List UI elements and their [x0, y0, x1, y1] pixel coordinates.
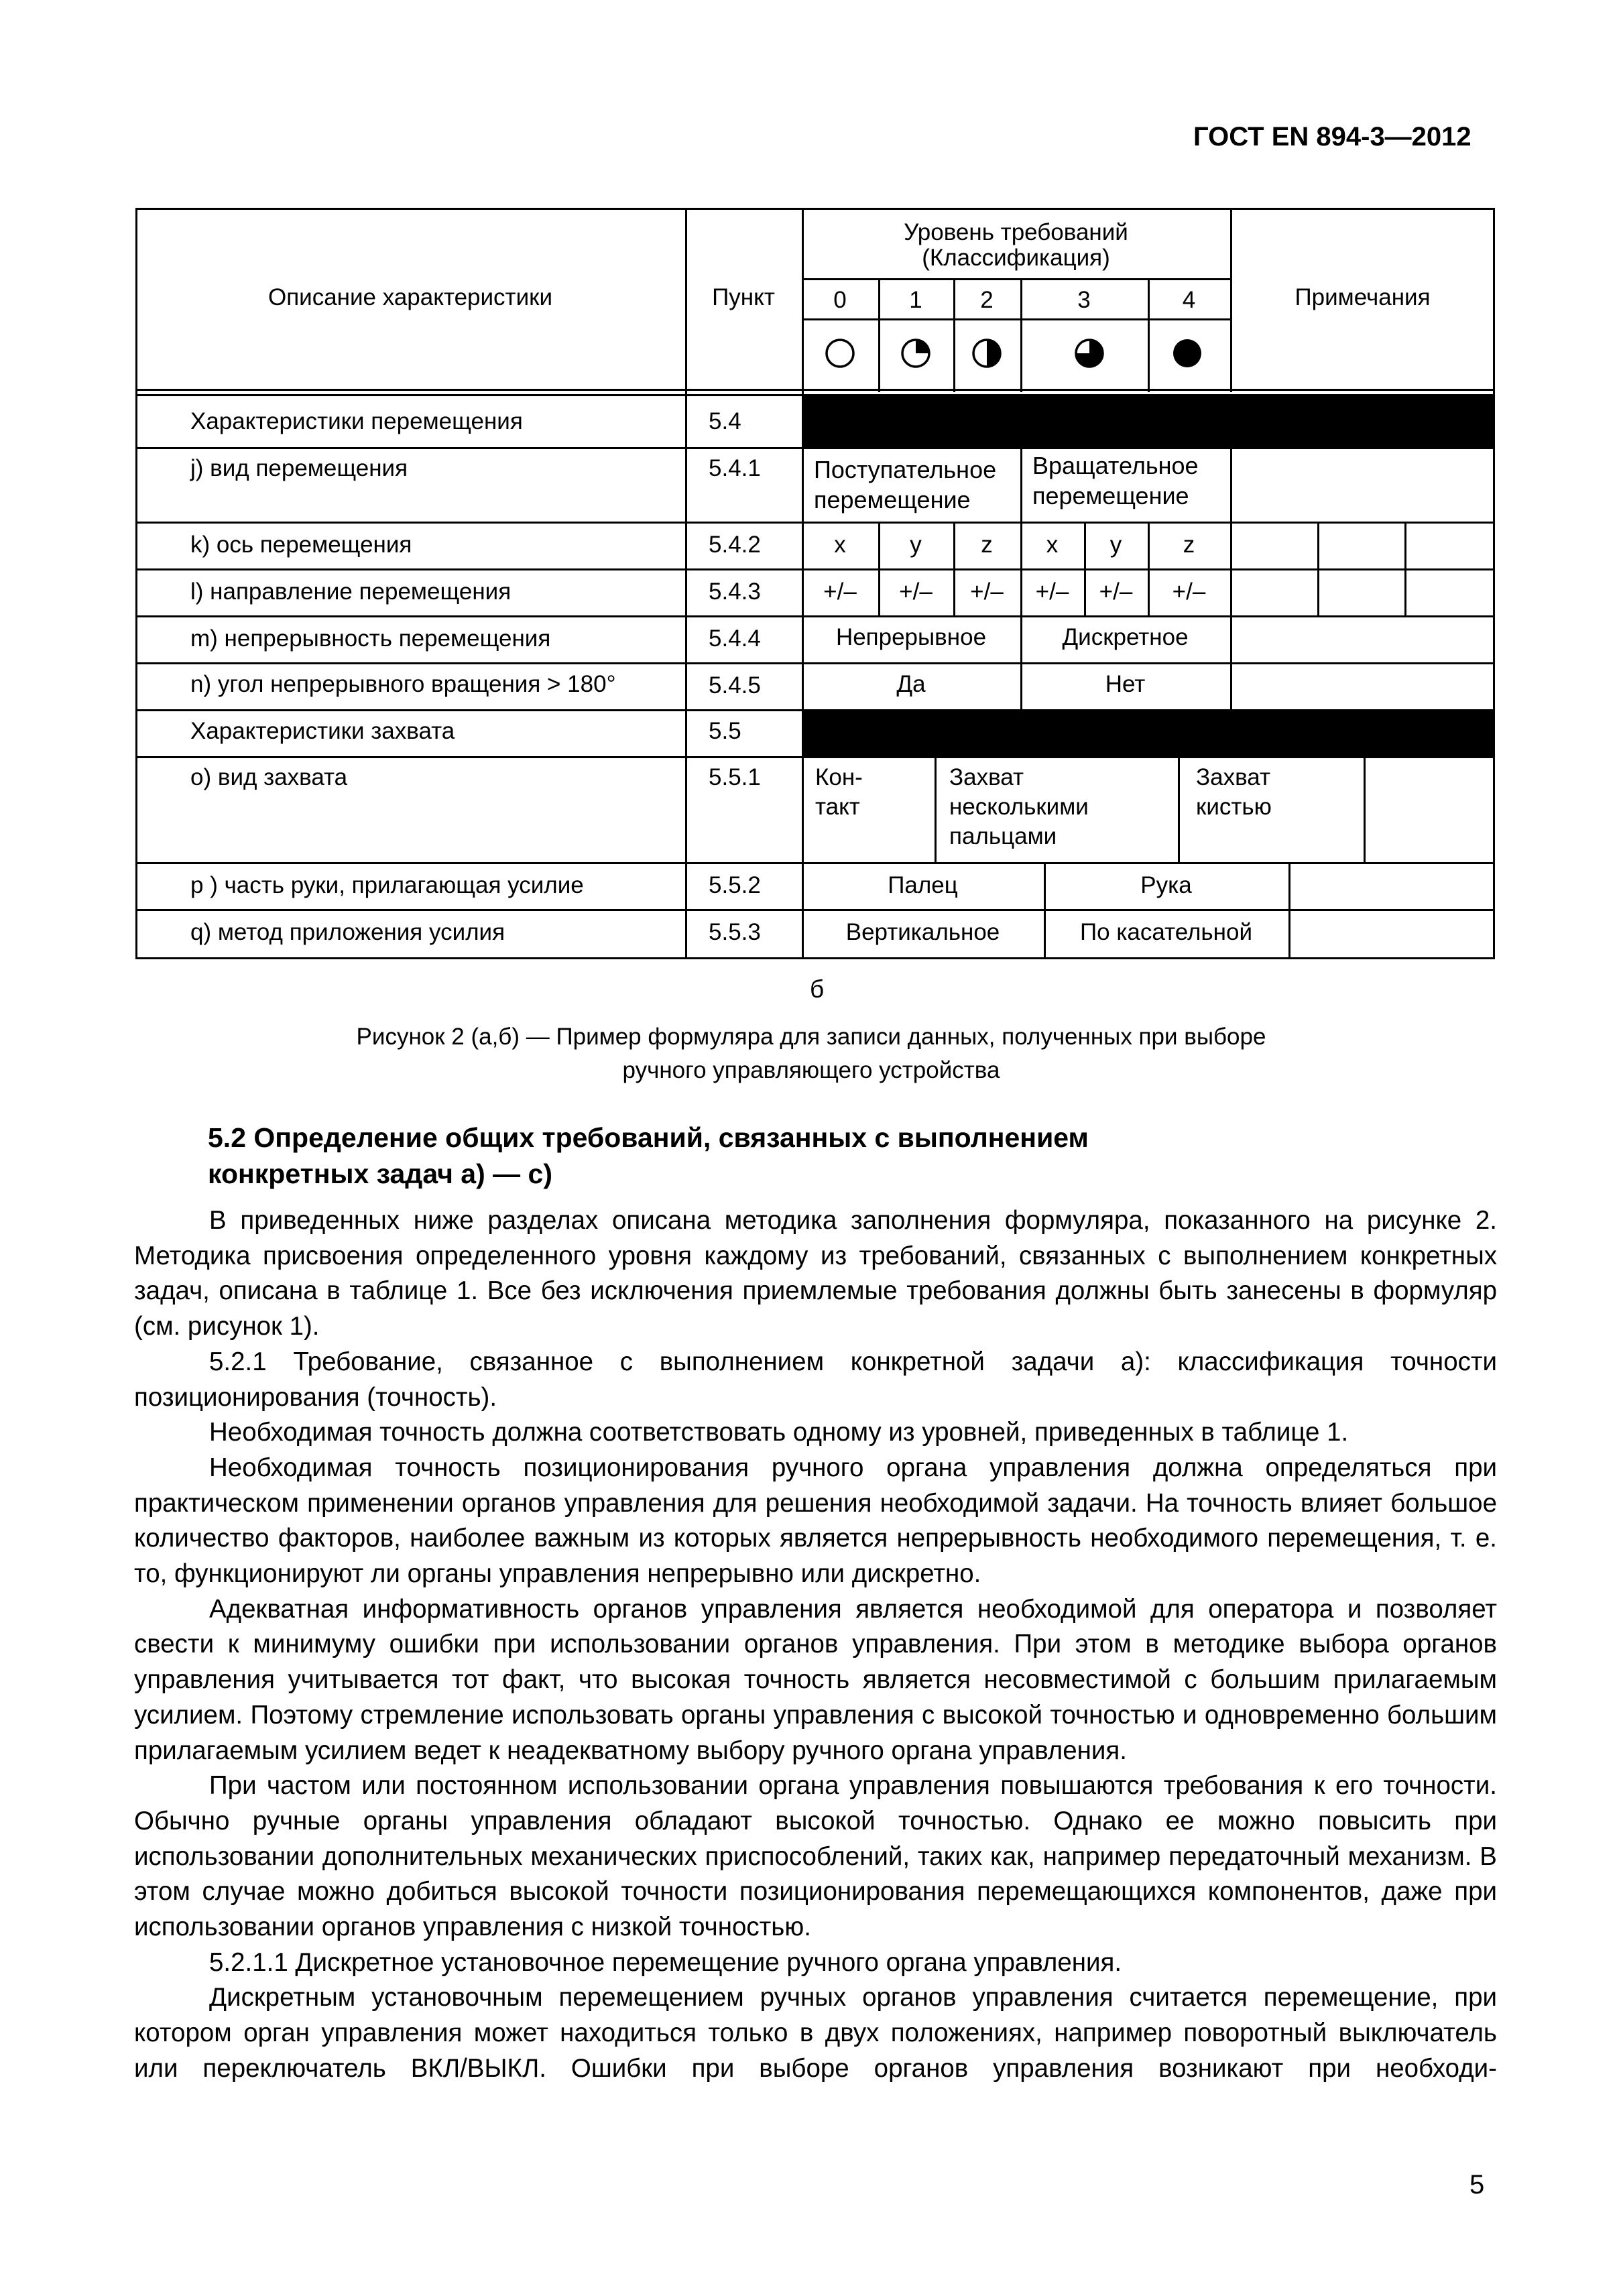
- section-heading: 5.2 Определение общих требований, связанных с выполнением конкретных задач а) — с): [208, 1122, 1089, 1189]
- row-m-continuous: Непрерывное: [835, 624, 987, 650]
- full-circle-icon: [1172, 338, 1203, 369]
- half-circle-icon: [971, 338, 1002, 369]
- row-grip-clause: 5.5: [709, 718, 741, 744]
- paragraph: При частом или постоянном использовании органа управления повышаются требования к его точности. Обычно ручные органы управления обладают высокой точностью. Однако ее можно повысить при использовании дополнительных механических приспособлений, таких как, например передаточный механизм. В этом случае можно добиться высокой точности позиционирования перемещающихся компонентов, даже при использовании органов управления с низкой точностью.: [134, 1771, 1497, 1942]
- row-m-clause: 5.4.4: [709, 625, 761, 652]
- direction-1: +/–: [823, 579, 857, 605]
- grip-bar: [802, 709, 1495, 758]
- figure-sublabel: б: [810, 975, 825, 1003]
- header-clause: Пункт: [712, 284, 775, 310]
- row-q-label: q) метод приложения усилия: [190, 919, 505, 945]
- direction-2: +/–: [899, 579, 933, 605]
- paragraph: Дискретным установочным перемещением ручных органов управления считается перемещение, при котором орган управления может находиться только в двух положениях, например поворотный выключатель или переключатель ВКЛ/ВЫКЛ. Ошибки при выборе органов управления возникают при необходи-: [134, 1983, 1497, 2083]
- row-p-hand: Рука: [1140, 872, 1192, 898]
- axis-x-2: x: [1046, 532, 1059, 558]
- page-number: 5: [1469, 2170, 1485, 2199]
- row-n-yes: Да: [896, 671, 926, 697]
- row-k-clause: 5.4.2: [709, 532, 761, 558]
- header-notes: Примечания: [1295, 284, 1431, 310]
- paragraph: Необходимая точность должна соответствовать одному из уровней, приведенных в таблице 1.: [209, 1418, 1349, 1447]
- row-grip-label: Характеристики захвата: [190, 718, 455, 744]
- row-o-label: o) вид захвата: [190, 764, 348, 790]
- level-3: 3: [1077, 287, 1091, 313]
- axis-y-2: y: [1109, 532, 1122, 558]
- paragraph: В приведенных ниже разделах описана методика заполнения формуляра, показанного на рисунке 2. Методика присвоения определенного уровня каждому из требований, связанных с выполнением конкретных задач, описана в таблице 1. Все без исключения приемлемые требования должны быть занесены в формуляр (см. рисунок 1).: [134, 1206, 1497, 1341]
- row-o-clause: 5.5.1: [709, 764, 761, 790]
- row-o-contact: Кон- такт: [815, 764, 863, 820]
- document-header: ГОСТ EN 894-3—2012: [1193, 122, 1471, 152]
- row-m-discrete: Дискретное: [1062, 624, 1189, 650]
- empty-circle-icon: [825, 338, 855, 369]
- three-quarter-circle-icon: [1074, 338, 1105, 369]
- row-p-clause: 5.5.2: [709, 872, 761, 898]
- row-p-finger: Палец: [888, 872, 958, 898]
- row-l-clause: 5.4.3: [709, 579, 761, 605]
- paragraph: 5.2.1.1 Дискретное установочное перемещение ручного органа управления.: [209, 1947, 1122, 1977]
- paragraph: 5.2.1 Требование, связанное с выполнением конкретной задачи а): классификация точности позиционирования (точность).: [134, 1347, 1497, 1412]
- row-l-label: l) направление перемещения: [190, 579, 512, 605]
- row-q-clause: 5.5.3: [709, 919, 761, 945]
- body-text: [134, 1203, 1497, 2087]
- row-j-clause: 5.4.1: [709, 455, 761, 481]
- row-k-label: k) ось перемещения: [190, 532, 412, 558]
- level-4: 4: [1182, 287, 1196, 313]
- row-q-vertical: Вертикальное: [845, 919, 1000, 945]
- quarter-circle-icon: [900, 338, 931, 369]
- row-j-label: j) вид перемещения: [190, 455, 408, 481]
- figure-caption: Рисунок 2 (а,б) — Пример формуляра для записи данных, полученных при выборе ручного управляющего устройства: [356, 1024, 1266, 1083]
- row-j-translational: Поступательное перемещение: [814, 456, 997, 513]
- row-p-label: p ) часть руки, прилагающая усилие: [190, 872, 584, 898]
- paragraph: Адекватная информативность органов управления является необходимой для оператора и позволяет свести к минимуму ошибки при использовании органов управления. При этом в методике выбора органов управления учитывается тот факт, что высокая точность является несовместимой с большим прилагаемым усилием. Поэтому стремление использовать органы управления с высокой точностью и одновременно большим прилагаемым усилием ведет к неадекватному выбору ручного органа управления.: [134, 1594, 1497, 1765]
- row-j-rotational: Вращательное перемещение: [1032, 452, 1199, 509]
- row-o-multi-finger: Захват несколькими пальцами: [949, 764, 1089, 849]
- row-o-hand: Захват кистью: [1196, 764, 1272, 820]
- direction-4: +/–: [1035, 579, 1069, 605]
- header-level-subtitle: (Классификация): [922, 245, 1110, 271]
- axis-x-1: x: [834, 532, 846, 558]
- row-movement-clause: 5.4: [709, 408, 741, 434]
- level-2: 2: [980, 287, 994, 313]
- level-1: 1: [909, 287, 922, 313]
- movement-bar: [802, 394, 1495, 448]
- direction-6: +/–: [1172, 579, 1206, 605]
- row-n-no: Нет: [1105, 671, 1146, 697]
- header-description: Описание характеристики: [267, 284, 553, 310]
- level-0: 0: [833, 287, 847, 313]
- data-form-table: [135, 208, 1495, 959]
- axis-y-1: y: [910, 532, 922, 558]
- row-m-label: m) непрерывность перемещения: [190, 625, 551, 652]
- direction-3: +/–: [970, 579, 1004, 605]
- axis-z-1: z: [981, 532, 993, 558]
- paragraph: Необходимая точность позиционирования ручного органа управления должна определяться при практическом применении органов управления для решения необходимой задачи. На точность влияет большое количество факторов, наиболее важным из которых является непрерывность необходимого перемещения, т. е. то, функционируют ли органы управления непрерывно или дискретно.: [134, 1453, 1497, 1589]
- row-n-clause: 5.4.5: [709, 672, 761, 699]
- header-level-title: Уровень требований: [904, 219, 1128, 245]
- axis-z-2: z: [1183, 532, 1195, 558]
- direction-5: +/–: [1099, 579, 1133, 605]
- row-q-tangential: По касательной: [1079, 919, 1253, 945]
- row-n-label: n) угол непрерывного вращения > 180°: [190, 671, 616, 697]
- row-movement-label: Характеристики перемещения: [190, 408, 523, 434]
